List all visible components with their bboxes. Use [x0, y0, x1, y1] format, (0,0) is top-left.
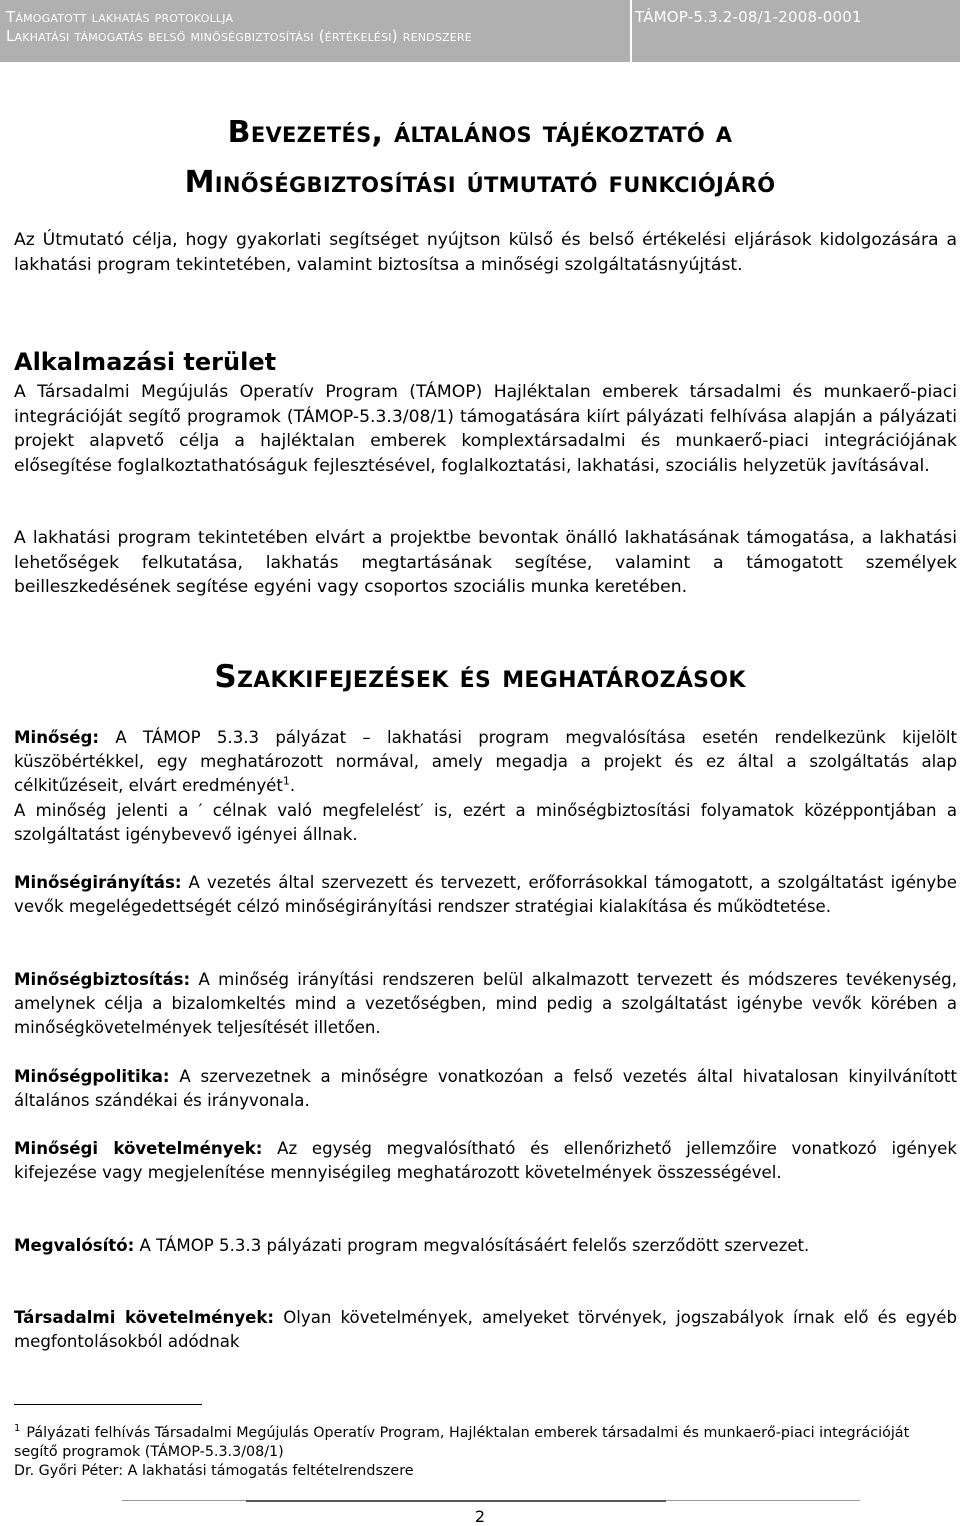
- definition-social-requirements: [14, 1306, 957, 1354]
- definition-social-requirements-text: Olyan követelmények, amelyeket törvények, jogszabályok írnak elő és egyéb megfontolásokból adódnak: [14, 1308, 957, 1352]
- definition-quality-requirements: [14, 1137, 957, 1185]
- term-quality: Minőség:: [14, 728, 100, 747]
- definition-quality: [14, 726, 957, 799]
- scope-paragraph-1: A Társadalmi Megújulás Operatív Program (TÁMOP) Hajléktalan emberek társadalmi és munkaerő-piaci integrációját segítő programok (TÁMOP-5.3.3/08/1) támogatására kiírt pályázati felhívása alapján a pályázati projekt alapvető célja a hajléktalan emberek komplextársadalmi és munkaerő-piaci integrációjának elősegítése foglalkoztathatóságuk fejlesztésével, foglalkoztatási, lakhatási, szociális helyzetük javításával.: [14, 382, 957, 476]
- header-system-title: Lakhatási támogatás belső minőségbiztosítási (értékelési) rendszere: [6, 27, 472, 45]
- footnote-reference[interactable]: 1: [282, 774, 290, 788]
- header-divider: [630, 0, 632, 62]
- intro-paragraph: Az Útmutató célja, hogy gyakorlati segítséget nyújtson külső és belső értékelési eljárások kidolgozására a lakhatási program tekintetében, valamint biztosítsa a minőségi szolgáltatásnyújtást.: [14, 230, 957, 275]
- footnote-text: Pályázati felhívás Társadalmi Megújulás Operatív Program, Hajléktalan emberek társadalmi és munkaerő-piaci integrációját segítő programok (TÁMOP-5.3.3/08/1): [14, 1425, 910, 1460]
- footer-rule-accent: [246, 1500, 666, 1502]
- header-project-code: TÁMOP-5.3.2-08/1-2008-0001: [635, 8, 862, 26]
- definition-implementer-text: A TÁMOP 5.3.3 pályázati program megvalósításáért felelős szerződött szervezet.: [134, 1236, 810, 1255]
- definition-quality-requirements-text: Az egység megvalósítható és ellenőrizhető jellemzőire vonatkozó igények kifejezése vagy megjelenítése mennyiségileg meghatározott követelmények összességével.: [14, 1139, 957, 1183]
- footer-author: Dr. Győri Péter: A lakhatási támogatás feltételrendszere: [14, 1463, 414, 1479]
- definition-quality-management: [14, 871, 957, 919]
- definition-quality-end: .: [289, 776, 296, 796]
- footnote-mark: 1: [14, 1423, 21, 1435]
- definition-quality-policy-text: A szervezetnek a minőségre vonatkozóan a felső vezetés által hivatalosan kinyilvánított általános szándékai és irányvonala.: [14, 1067, 957, 1111]
- page-title-line-2: Minőségbiztosítási útmutató funkciójáró: [184, 165, 776, 200]
- definition-quality-assurance-text: A minőség irányítási rendszeren belül alkalmazott tervezett és módszeres tevékenység, amelynek célja a bizalomkeltés mind a vezetőségben, mind pedig a szolgáltatást igénybe vevők körében a minőségkövetelmények teljesítését illetően.: [14, 970, 957, 1038]
- term-quality-policy: Minőségpolitika:: [14, 1067, 170, 1086]
- header-left: [6, 8, 626, 46]
- scope-paragraph-2: A lakhatási program tekintetében elvárt a projektbe bevontak önálló lakhatásának támogatása, a lakhatási lehetőségek felkutatása, lakhatás megtartásának segítése, valamint a támogatott személyek beilleszkedésének segítése egyéni vagy csoportos szociális munka keretében.: [14, 528, 957, 597]
- definition-quality-assurance: [14, 968, 957, 1041]
- page-title-line-1: Bevezetés, általános tájékoztató a: [227, 115, 733, 150]
- footnote-separator: [14, 1404, 202, 1405]
- page-header: [0, 0, 960, 62]
- definition-quality-management-text: A vezetés által szervezett és tervezett, erőforrásokkal támogatott, a szolgáltatást igénybe vevők megelégedettségét célzó minőségirányítási rendszer stratégiai kialakítása és működtetése.: [14, 873, 957, 917]
- section-heading-scope: Alkalmazási terület: [14, 348, 277, 376]
- definition-quality-policy: [14, 1065, 957, 1113]
- footnote: [14, 1424, 944, 1462]
- definition-quality-continued: A minőség jelenti a ′ célnak való megfelelést′ is, ezért a minőségbiztosítási folyamatok középpontjában a szolgáltatást igénybevevő igényei állnak.: [14, 801, 957, 845]
- definition-implementer: [14, 1234, 957, 1258]
- page-number: 2: [474, 1507, 486, 1526]
- definition-quality-text: A TÁMOP 5.3.3 pályázat – lakhatási program megvalósítása esetén rendelkezünk kijelölt küszöbértékkel, egy meghatározott normával, amely megadja a projekt és ez által a szolgáltatás alap célkitűzéseit, elvárt eredményét: [14, 728, 957, 796]
- definitions-title: Szakkifejezések és meghatározások: [214, 659, 746, 695]
- term-quality-management: Minőségirányítás:: [14, 873, 182, 892]
- term-quality-requirements: Minőségi követelmények:: [14, 1139, 263, 1158]
- term-social-requirements: Társadalmi követelmények:: [14, 1308, 275, 1327]
- term-implementer: Megvalósító:: [14, 1236, 135, 1255]
- term-quality-assurance: Minőségbiztosítás:: [14, 970, 191, 989]
- header-protocol-title: Támogatott lakhatás protokollja: [6, 8, 234, 26]
